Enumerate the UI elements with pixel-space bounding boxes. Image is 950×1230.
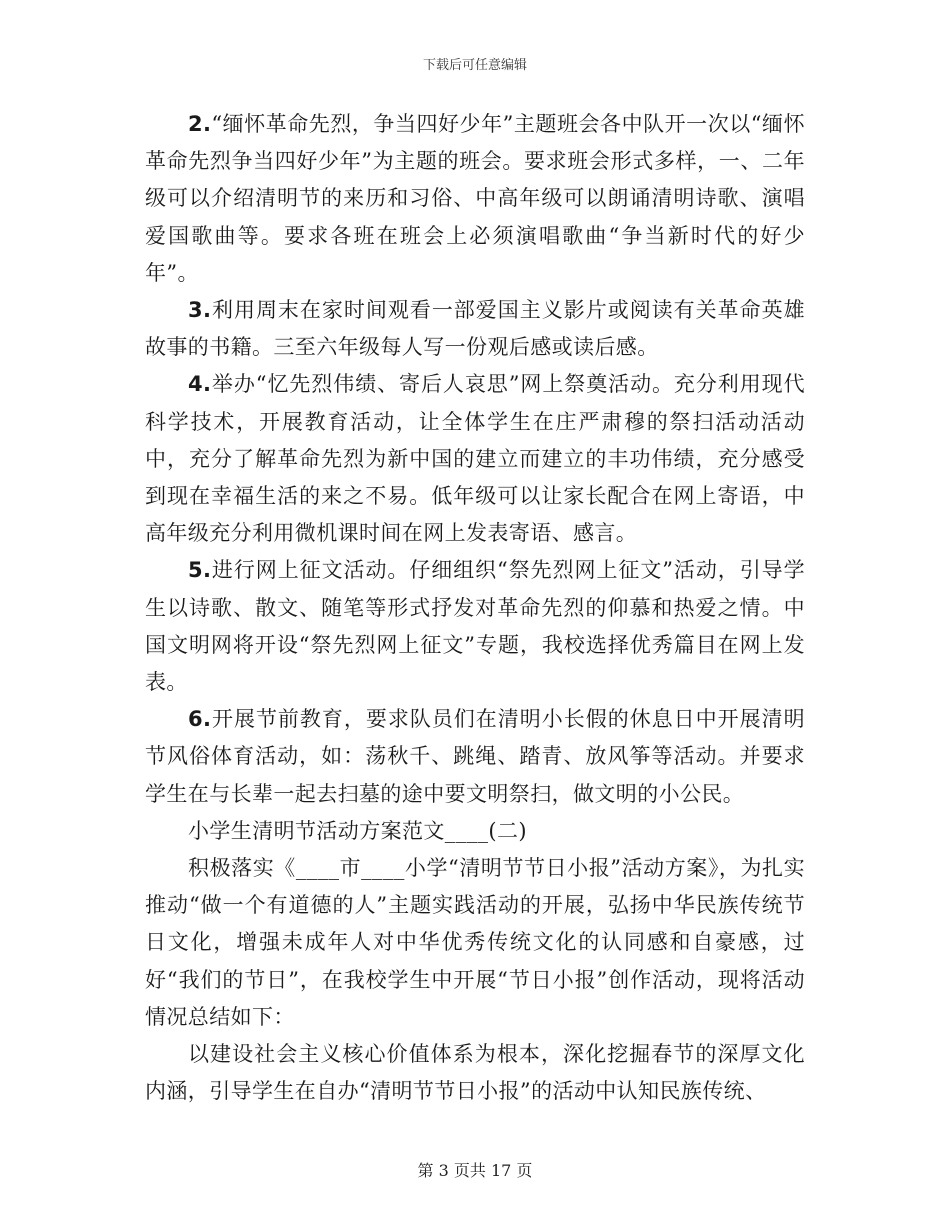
item-number: 6.: [188, 707, 212, 732]
paragraph-text: “缅怀革命先烈，争当四好少年”主题班会各中队开一次以“缅怀革命先烈争当四好少年”为主题的班会。要求班会形式多样，一、二年级可以介绍清明节的来历和习俗、中高年级可以朗诵清明诗歌、演唱爱国歌曲等。要求各班在班会上必须演唱歌曲“争当新时代的好少年”。: [145, 112, 805, 285]
page-header: 下载后可任意编辑: [422, 58, 527, 73]
paragraph-item-5: [145, 552, 805, 701]
paragraph-item-4: [145, 366, 805, 552]
item-number: 2.: [188, 112, 212, 136]
paragraph-text: 积极落实《____市____小学“清明节节日小报”活动方案》，为扎实推动“做一个有道德的人”主题实践活动的开展，弘扬中华民族传统节日文化，增强未成年人对中华优秀传统文化的认同感和自豪感，过好“我们的节日”，在我校学生中开展“节日小报”创作活动，现将活动情况总结如下：: [145, 856, 805, 1029]
paragraph-item-3: [145, 292, 805, 366]
paragraph-text: 进行网上征文活动。仔细组织“祭先烈网上征文”活动，引导学生以诗歌、散文、随笔等形式抒发对革命先烈的仰慕和热爱之情。中国文明网将开设“祭先烈网上征文”专题，我校选择优秀篇目在网上发表。: [145, 558, 805, 695]
page-footer: 第 3 页共 17 页: [417, 1161, 533, 1180]
paragraph-purpose: [145, 1036, 805, 1110]
paragraph-item-2: [145, 106, 805, 292]
paragraph-text: 以建设社会主义核心价值体系为根本，深化挖掘春节的深厚文化内涵，引导学生在自办“清明节节日小报”的活动中认知民族传统、: [145, 1042, 805, 1104]
section-heading: [145, 813, 805, 850]
item-number: 5.: [188, 558, 212, 583]
section-heading-text: 小学生清明节活动方案范文____(二): [188, 818, 527, 843]
paragraph-text: 举办“忆先烈伟绩、寄后人哀思”网上祭奠活动。充分利用现代科学技术，开展教育活动，让全体学生在庄严肃穆的祭扫活动活动中，充分了解革命先烈为新中国的建立而建立的丰功伟绩，充分感受到现在幸福生活的来之不易。低年级可以让家长配合在网上寄语，中高年级充分利用微机课时间在网上发表寄语、感言。: [145, 372, 805, 546]
item-number: 3.: [188, 298, 212, 323]
document-body: [145, 106, 805, 1110]
paragraph-text: 利用周末在家时间观看一部爱国主义影片或阅读有关革命英雄故事的书籍。三至六年级每人写一份观后感或读后感。: [145, 298, 805, 360]
item-number: 4.: [188, 372, 212, 397]
paragraph-item-6: [145, 701, 805, 813]
paragraph-intro: [145, 850, 805, 1036]
paragraph-text: 开展节前教育，要求队员们在清明小长假的休息日中开展清明节风俗体育活动，如：荡秋千、跳绳、踏青、放风筝等活动。并要求学生在与长辈一起去扫墓的途中要文明祭扫，做文明的小公民。: [145, 707, 805, 806]
